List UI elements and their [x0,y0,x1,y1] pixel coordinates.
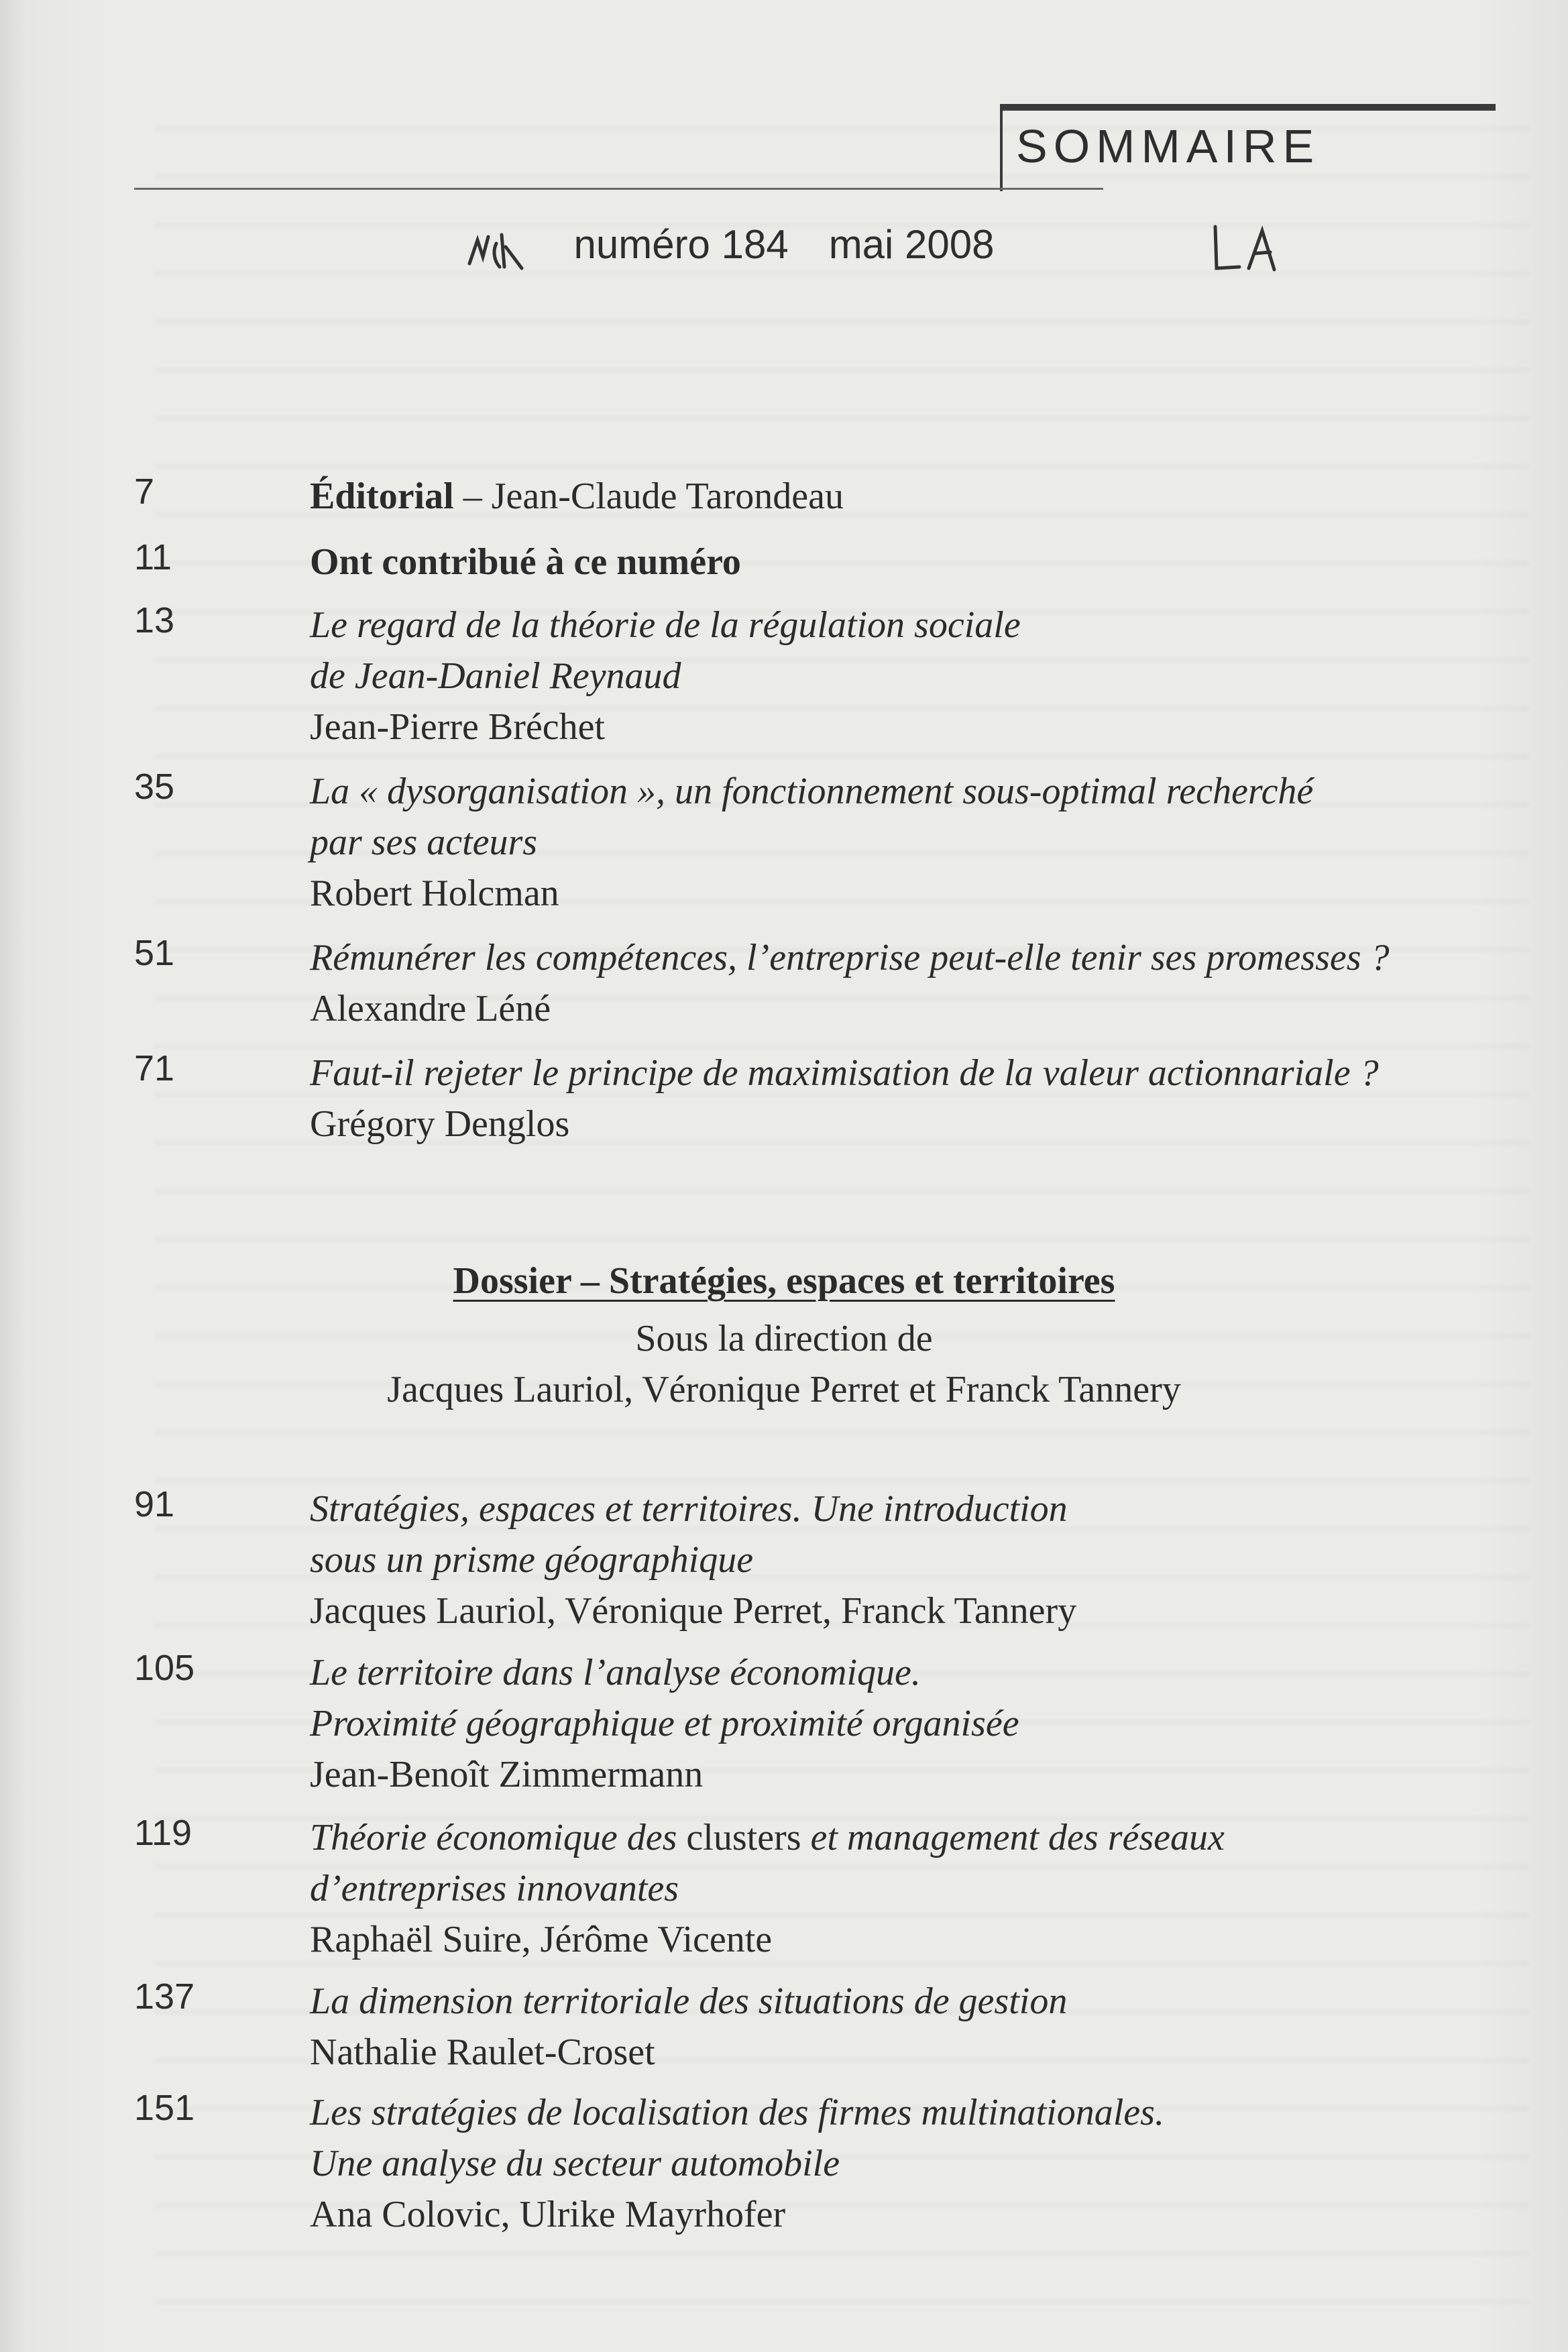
page-number: 51 [134,933,175,973]
entry-title-line: Le territoire dans l’analyse économique. [310,1652,921,1693]
page-number: 151 [134,2088,195,2128]
issue-number: numéro 184 [573,222,789,267]
toc-entry [134,932,1516,1034]
toc-entry [134,2087,1516,2240]
toc-entry [134,471,1516,522]
entry-title-line: Rémunérer les compétences, l’entreprise peut-elle tenir ses promesses ? [310,937,1390,978]
dossier-heading: Dossier – Stratégies, espaces et territoires [453,1260,1115,1302]
toc-entry [134,1048,1516,1150]
dossier-header [0,1255,1568,1415]
entry-title-line: La « dysorganisation », un fonctionnement sous-optimal recherché [310,771,1314,812]
page-number: 35 [134,767,175,807]
header-rule-vertical [1000,104,1003,191]
toc-entry [134,1812,1516,1965]
page-number: 7 [134,471,155,512]
entry-author: Nathalie Raulet-Croset [310,2031,655,2073]
toc-entry [134,1647,1516,1800]
entry-author: Alexandre Léné [310,988,551,1029]
issue-line [0,221,1568,268]
entry-author: Jean-Benoît Zimmermann [310,1754,704,1795]
entry-title-line: de Jean-Daniel Reynaud [310,655,681,697]
entry-title-line [310,1812,1516,1863]
page-number: 13 [134,600,175,640]
toc-entry [134,1976,1516,2078]
entry-title-line: Stratégies, espaces et territoires. Une introduction [310,1488,1068,1530]
dossier-editors: Jacques Lauriol, Véronique Perret et Franck Tannery [387,1369,1181,1410]
entry-title-line: La dimension territoriale des situations de gestion [310,1980,1068,2022]
entry-title-line: sous un prisme géographique [310,1539,754,1581]
entry-title-fragment: clusters [686,1817,801,1858]
entry-title-line: Faut-il rejeter le principe de maximisation de la valeur actionnariale ? [310,1052,1379,1094]
entry-title-line: Les stratégies de localisation des firmes multinationales. [310,2092,1164,2133]
entry-author: Jacques Lauriol, Véronique Perret, Franck Tannery [310,1590,1077,1632]
page-number: 11 [134,537,172,577]
header-rule-top [1001,104,1496,111]
page-number: 119 [134,1813,192,1853]
header-rule-left [134,188,1103,190]
entry-author: Robert Holcman [310,873,559,914]
entry-title-line: Une analyse du secteur automobile [310,2143,840,2184]
entry-author: Jean-Pierre Bréchet [310,706,605,748]
entry-title-line: par ses acteurs [310,822,538,863]
entry-title: Éditorial [310,475,454,517]
entry-title-line: Le regard de la théorie de la régulation sociale [310,604,1021,646]
toc-entry [134,1483,1516,1636]
entry-author: Raphaël Suire, Jérôme Vicente [310,1919,773,1960]
handwritten-mark-right [1207,221,1288,275]
toc-entry [134,600,1516,752]
entry-author: Grégory Denglos [310,1103,570,1145]
page-number: 91 [134,1484,175,1524]
page-number: 71 [134,1048,175,1088]
toc-entry [134,766,1516,919]
entry-title-line: Proximité géographique et proximité organisée [310,1703,1019,1744]
dossier-direction: Sous la direction de [635,1318,933,1359]
entry-title-line: d’entreprises innovantes [310,1868,679,1909]
issue-date: mai 2008 [828,222,995,267]
toc-entry [134,537,1516,587]
page-number: 137 [134,1976,195,2017]
page-number: 105 [134,1648,195,1688]
entry-author: – Jean-Claude Tarondeau [453,475,844,517]
entry-title: Ont contribué à ce numéro [310,541,741,583]
entry-title-fragment: et management des réseaux [801,1817,1225,1858]
entry-title-fragment: Théorie économique des [310,1817,687,1858]
section-title: SOMMAIRE [1016,120,1321,172]
entry-author: Ana Colovic, Ulrike Mayrhofer [310,2194,786,2235]
